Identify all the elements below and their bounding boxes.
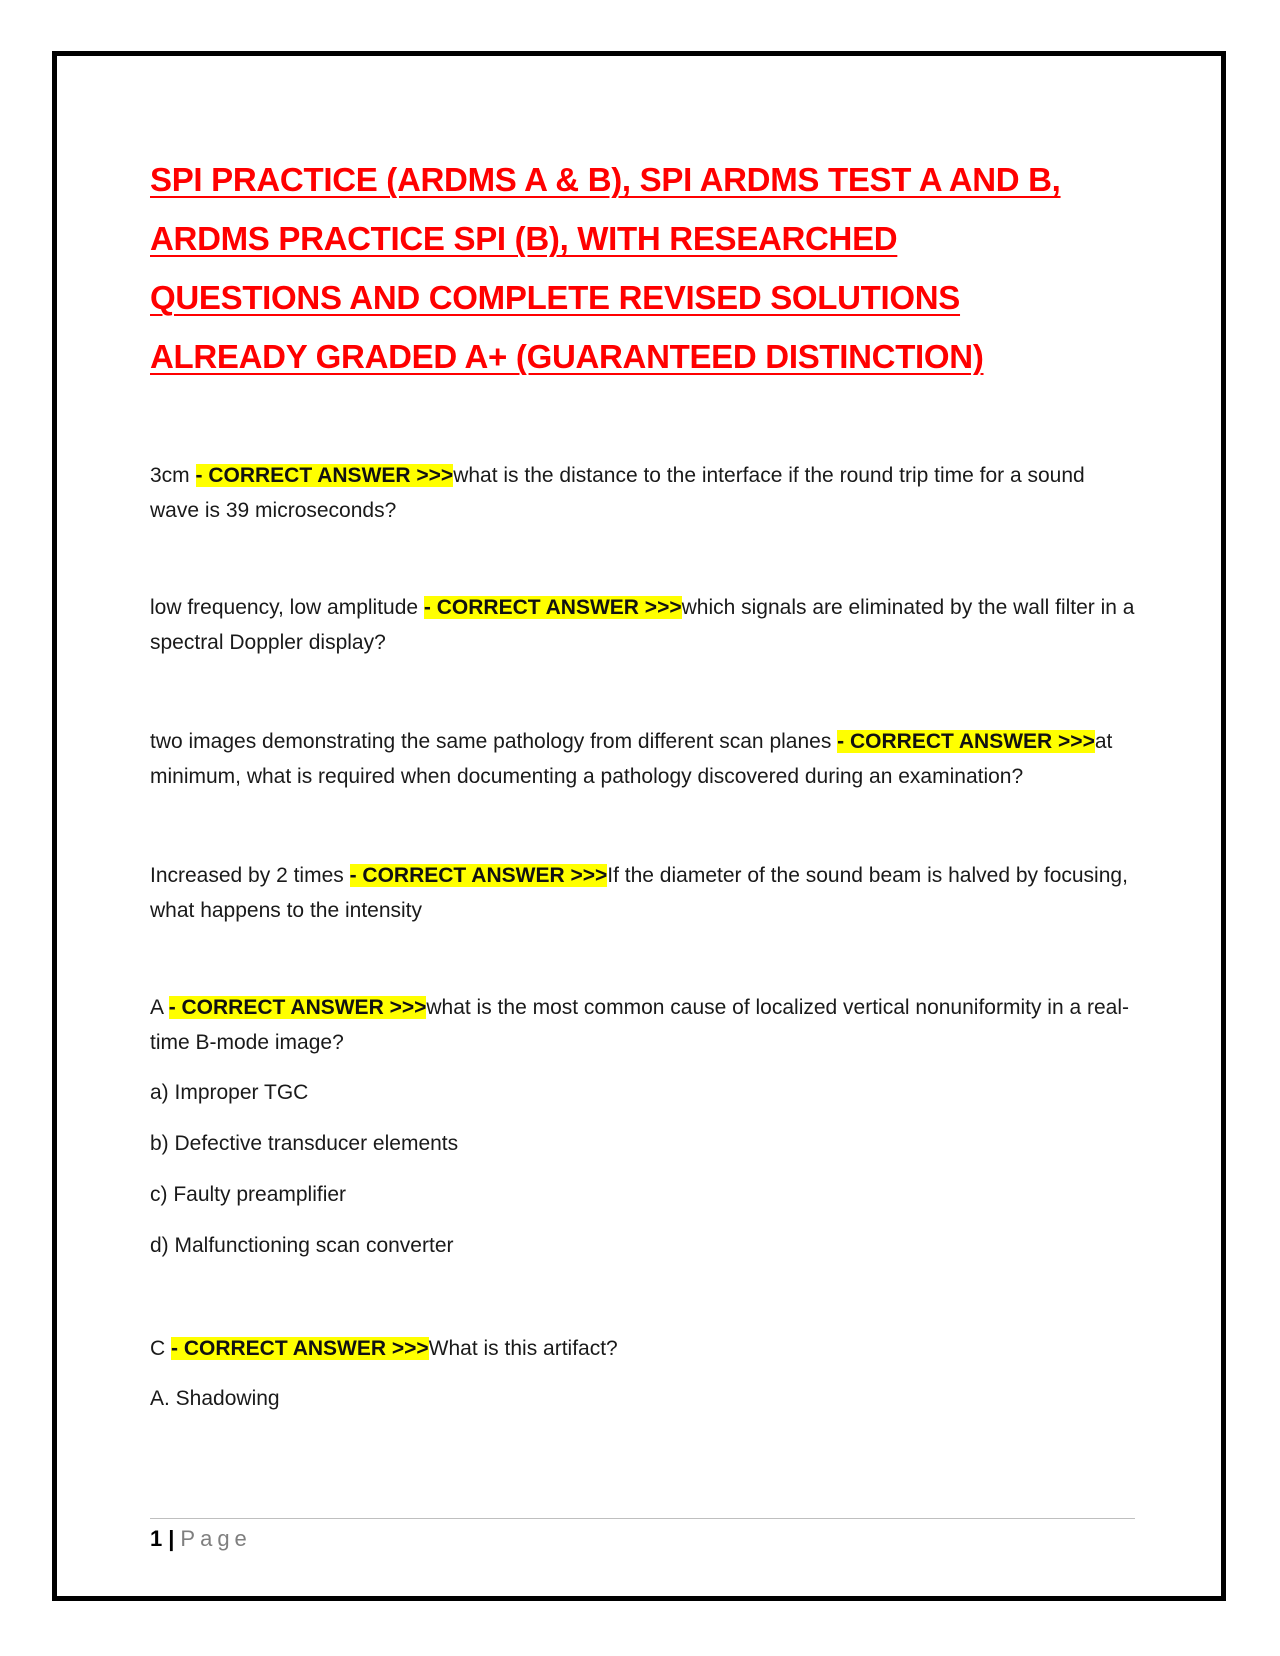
page-number: 1 [150, 1526, 163, 1551]
correct-answer-marker: - CORRECT ANSWER >>> [837, 730, 1095, 753]
qa-text [150, 990, 1135, 1060]
answer-option: A. Shadowing [150, 1387, 280, 1410]
correct-answer-marker: - CORRECT ANSWER >>> [168, 996, 427, 1019]
correct-answer-marker: - CORRECT ANSWER >>> [423, 596, 682, 619]
qa-item-4 [150, 858, 1135, 928]
answer-option: c) Faulty preamplifier [150, 1183, 347, 1206]
qa-text [150, 1331, 1135, 1366]
question-text: at minimum, what is required when documenting a pathology discovered during an examination? [150, 730, 1113, 788]
answer-option: b) Defective transducer elements [150, 1132, 459, 1155]
title-line: ALREADY GRADED A+ (GUARANTEED DISTINCTION) [150, 338, 984, 375]
answer-option: a) Improper TGC [150, 1081, 309, 1104]
footer-separator: | [168, 1526, 175, 1551]
title-line: SPI PRACTICE (ARDMS A & B), SPI ARDMS TEST A AND B, [150, 161, 1061, 198]
qa-item-1 [150, 458, 1135, 528]
correct-answer-marker: - CORRECT ANSWER >>> [171, 1337, 429, 1360]
answer-text: C [150, 1337, 171, 1360]
title-line: QUESTIONS AND COMPLETE REVISED SOLUTIONS [150, 279, 961, 316]
answer-text: low frequency, low amplitude [150, 596, 424, 619]
qa-item-6 [150, 1331, 1135, 1416]
question-text: What is this artifact? [428, 1337, 618, 1360]
correct-answer-marker: - CORRECT ANSWER >>> [349, 864, 608, 887]
question-text: what is the most common cause of localized vertical nonuniformity in a real-time B-mode image? [150, 996, 1129, 1054]
qa-item-3 [150, 724, 1135, 794]
qa-item-2 [150, 590, 1135, 660]
correct-answer-marker: - CORRECT ANSWER >>> [195, 464, 454, 487]
qa-text [150, 724, 1135, 794]
qa-text [150, 858, 1135, 928]
qa-item-5 [150, 990, 1135, 1263]
question-text: If the diameter of the sound beam is halved by focusing, what happens to the intensity [150, 864, 1128, 922]
question-text: what is the distance to the interface if the round trip time for a sound wave is 39 microseconds? [150, 464, 1085, 522]
answer-text: Increased by 2 times [150, 864, 350, 887]
page-footer [150, 1524, 252, 1554]
answer-text: 3cm [150, 464, 196, 487]
answer-option: d) Malfunctioning scan converter [150, 1234, 454, 1257]
footer-divider [150, 1518, 1135, 1519]
title-line: ARDMS PRACTICE SPI (B), WITH RESEARCHED [150, 220, 898, 257]
answer-text: A [150, 996, 169, 1019]
qa-text [150, 458, 1135, 528]
question-text: which signals are eliminated by the wall filter in a spectral Doppler display? [150, 596, 1135, 654]
answer-text: two images demonstrating the same pathology from different scan planes [150, 730, 838, 753]
qa-text [150, 590, 1135, 660]
document-body [150, 150, 1135, 1416]
page-label: Page [180, 1526, 252, 1551]
document-title [150, 150, 1135, 386]
